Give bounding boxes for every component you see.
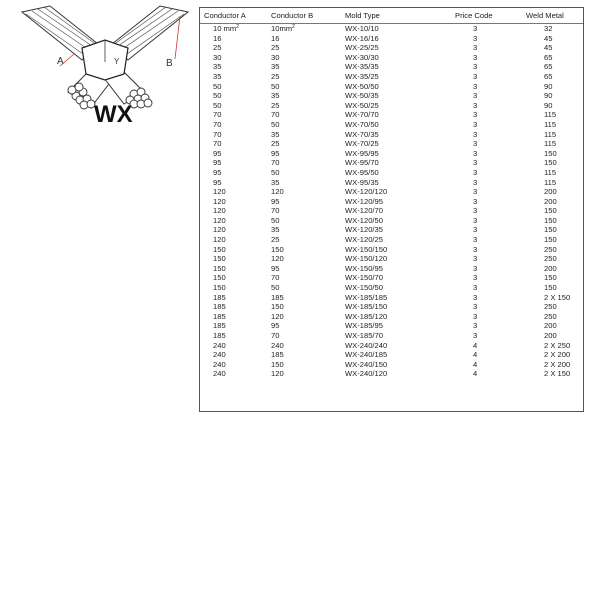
cell-mold-type: WX-120/95 [345,196,383,206]
cell-price-code: 3 [473,43,478,53]
cell-conductor-b: 185 [271,292,284,302]
cell-conductor-b: $10mm^2$ [271,24,295,33]
cell-weld-metal: 250 [544,302,557,312]
table-row [200,216,583,226]
cell-weld-metal: 250 [544,254,557,264]
cell-weld-metal: 150 [544,215,557,225]
header-mold-type: Mold Type [345,8,425,24]
label-y: Y [114,57,120,66]
cell-mold-type: WX-50/50 [345,81,379,91]
cell-mold-type: WX-185/95 [345,321,383,331]
cell-mold-type: WX-95/70 [345,158,379,168]
cell-weld-metal: 115 [544,129,557,139]
table-row [200,254,583,264]
cell-conductor-b: 35 [271,225,280,235]
cell-mold-type: WX-150/95 [345,263,383,273]
table-row [200,369,583,379]
cell-price-code: 3 [473,100,478,110]
cell-price-code: 3 [473,148,478,158]
cell-conductor-b: 120 [271,311,284,321]
cell-weld-metal: 150 [544,235,557,245]
cell-conductor-a: 95 [213,177,222,187]
cell-mold-type: WX-35/25 [345,71,379,81]
cell-conductor-a: 70 [213,129,222,139]
cell-mold-type: WX-120/35 [345,225,383,235]
cell-conductor-a: 25 [213,43,222,53]
cell-weld-metal: 65 [544,52,553,62]
label-a: A [57,56,64,67]
table-row [200,293,583,303]
cell-conductor-a: 120 [213,225,226,235]
cell-weld-metal: 150 [544,283,557,293]
cell-mold-type: WX-120/70 [345,206,383,216]
cell-conductor-b: 120 [271,369,284,379]
cell-mold-type: WX-120/50 [345,215,383,225]
cell-conductor-a: 185 [213,302,226,312]
table-row [200,302,583,312]
cell-price-code: 3 [473,62,478,72]
cell-price-code: 3 [473,235,478,245]
table-row [200,321,583,331]
cell-conductor-a: 120 [213,235,226,245]
table-header-row [200,8,583,24]
cell-mold-type: WX-70/70 [345,110,379,120]
cell-weld-metal: 45 [544,33,553,43]
cell-mold-type: WX-95/50 [345,167,379,177]
table-row [200,168,583,178]
cell-conductor-b: 95 [271,263,280,273]
cell-conductor-b: 70 [271,331,280,340]
cell-mold-type: WX-35/35 [345,62,379,72]
cell-mold-type: WX-70/50 [345,119,379,129]
wx-connection-diagram [20,4,190,129]
cell-conductor-a: 150 [213,254,226,264]
cell-mold-type: WX-16/16 [345,33,379,43]
cell-conductor-b: 50 [271,283,280,293]
cell-price-code: 3 [473,167,478,177]
cell-weld-metal: 2 X 150 [544,292,571,302]
label-b-leader [175,16,180,59]
cell-mold-type: WX-185/150 [345,302,388,312]
cell-price-code: 3 [473,215,478,225]
cell-weld-metal: 115 [544,139,557,149]
cell-mold-type: WX-120/120 [345,187,388,197]
cell-price-code: 3 [473,158,478,168]
product-code-wx: WX [94,101,133,128]
table-row [200,197,583,207]
cell-weld-metal: 2 X 200 [544,359,571,369]
cell-conductor-a: 185 [213,292,226,302]
cell-mold-type: WX-70/35 [345,129,379,139]
label-b: B [166,58,173,69]
cell-conductor-a: 95 [213,167,222,177]
cell-weld-metal: 65 [544,71,553,81]
cell-weld-metal: 90 [544,81,553,91]
table-row [200,264,583,274]
cell-conductor-b: 16 [271,33,280,43]
cell-conductor-b: 50 [271,215,280,225]
cell-price-code: 3 [473,273,478,283]
header-weld-metal: Weld Metal [502,8,583,24]
cell-price-code: 3 [473,71,478,81]
cell-conductor-b: 240 [271,340,284,350]
cell-conductor-b: 25 [271,71,280,81]
table-row [200,360,583,370]
cell-price-code: 4 [473,369,478,379]
cell-conductor-a: 150 [213,283,226,293]
cell-conductor-b: 30 [271,52,280,62]
cell-conductor-a: 185 [213,331,226,340]
cell-conductor-a: 95 [213,158,222,168]
cell-conductor-a: 150 [213,244,226,254]
table-row [200,101,583,111]
cell-conductor-a: 70 [213,139,222,149]
cell-weld-metal: 115 [544,167,557,177]
cell-conductor-b: 70 [271,110,280,120]
cell-weld-metal: 150 [544,273,557,283]
cell-price-code: 4 [473,340,478,350]
header-conductor-b: Conductor B [268,8,345,24]
cell-conductor-a: 120 [213,187,226,197]
table-row [200,178,583,188]
cell-mold-type: WX-120/25 [345,235,383,245]
cell-weld-metal: 200 [544,187,557,197]
cell-price-code: 3 [473,311,478,321]
table-row [200,130,583,140]
cell-conductor-b: 25 [271,43,280,53]
table-row [200,110,583,120]
cell-weld-metal: 115 [544,177,557,187]
cell-conductor-a: 185 [213,321,226,331]
cell-weld-metal: 2 X 150 [544,369,571,379]
weld-block [82,40,128,80]
cell-price-code: 3 [473,196,478,206]
table-row [200,235,583,245]
cell-price-code: 3 [473,177,478,187]
table-row [200,206,583,216]
cell-conductor-b: 70 [271,158,280,168]
cell-conductor-a: 240 [213,340,226,350]
table-row [200,91,583,101]
cell-mold-type: WX-150/50 [345,283,383,293]
table-row [200,120,583,130]
cell-weld-metal: 90 [544,100,553,110]
cell-price-code: 3 [473,292,478,302]
cell-conductor-a: 240 [213,359,226,369]
table-row [200,43,583,53]
cell-weld-metal: 150 [544,225,557,235]
cell-weld-metal: 200 [544,263,557,273]
table-row [200,139,583,149]
cell-conductor-b: 120 [271,187,284,197]
cell-conductor-b: 150 [271,244,284,254]
cell-conductor-b: 95 [271,321,280,331]
cell-conductor-b: 35 [271,62,280,72]
cell-weld-metal: 32 [544,24,553,33]
cell-conductor-a: 120 [213,215,226,225]
cell-mold-type: WX-185/120 [345,311,388,321]
header-conductor-a: Conductor A [200,8,268,24]
cell-mold-type: WX-30/30 [345,52,379,62]
cell-conductor-b: 25 [271,100,280,110]
cell-conductor-b: 35 [271,91,280,101]
cell-mold-type: WX-150/150 [345,244,388,254]
cell-price-code: 3 [473,33,478,43]
cell-conductor-a: 35 [213,62,222,72]
cell-weld-metal: 150 [544,206,557,216]
cell-weld-metal: 200 [544,196,557,206]
cell-price-code: 4 [473,350,478,360]
cell-conductor-a: 50 [213,81,222,91]
cell-conductor-b: 95 [271,196,280,206]
cell-conductor-b: 25 [271,235,280,245]
cell-mold-type: WX-25/25 [345,43,379,53]
cell-price-code: 3 [473,254,478,264]
table-row [200,82,583,92]
cell-weld-metal: 150 [544,148,557,158]
cell-mold-type: WX-150/120 [345,254,388,264]
cell-price-code: 3 [473,244,478,254]
cell-mold-type: WX-95/35 [345,177,379,187]
cell-conductor-b: 70 [271,206,280,216]
cable-cross-illustration [20,4,190,129]
cell-price-code: 3 [473,263,478,273]
cell-conductor-b: 35 [271,177,280,187]
cell-price-code: 3 [473,139,478,149]
cell-price-code: 3 [473,225,478,235]
cell-weld-metal: 45 [544,43,553,53]
cell-mold-type: WX-240/185 [345,350,388,360]
table-row [200,283,583,293]
table-row [200,53,583,63]
cell-conductor-a: 35 [213,71,222,81]
cell-conductor-a: 95 [213,148,222,158]
cell-conductor-b: 50 [271,119,280,129]
cell-weld-metal: 90 [544,91,553,101]
cell-mold-type: WX-240/240 [345,340,388,350]
cell-conductor-a: 70 [213,119,222,129]
table-row [200,24,583,34]
table-row [200,341,583,351]
table-row [200,34,583,44]
cell-mold-type: WX-50/35 [345,91,379,101]
cell-conductor-a: 120 [213,206,226,216]
table-row [200,72,583,82]
cell-conductor-a: 240 [213,369,226,379]
cell-price-code: 3 [473,52,478,62]
table-row [200,350,583,360]
table-row [200,149,583,159]
cell-price-code: 3 [473,302,478,312]
cell-conductor-b: 120 [271,254,284,264]
cell-mold-type: WX-70/25 [345,139,379,149]
cell-conductor-a: 30 [213,52,222,62]
cell-weld-metal: 2 X 200 [544,350,571,360]
cell-conductor-b: 150 [271,359,284,369]
cell-price-code: 4 [473,359,478,369]
table-row [200,158,583,168]
cell-conductor-a: 120 [213,196,226,206]
cell-weld-metal: 150 [544,158,557,168]
cell-weld-metal: 250 [544,244,557,254]
table-row [200,62,583,72]
table-row [200,312,583,322]
cell-conductor-a: 70 [213,110,222,120]
table-row [200,331,583,341]
cell-weld-metal: 250 [544,311,557,321]
cell-conductor-a: 150 [213,273,226,283]
cell-price-code: 3 [473,331,478,340]
cell-mold-type: WX-50/25 [345,100,379,110]
cell-conductor-b: 50 [271,167,280,177]
cell-conductor-a: 50 [213,100,222,110]
cell-price-code: 3 [473,129,478,139]
cell-price-code: 3 [473,187,478,197]
cell-mold-type: WX-185/70 [345,331,383,340]
cell-price-code: 3 [473,119,478,129]
cell-conductor-b: 70 [271,273,280,283]
cell-mold-type: WX-95/95 [345,148,379,158]
header-price-code: Price Code [425,8,502,24]
cell-price-code: 3 [473,283,478,293]
cell-conductor-b: 150 [271,302,284,312]
cell-mold-type: WX-10/10 [345,24,379,33]
cell-conductor-a: 150 [213,263,226,273]
cell-conductor-a: 10 $mm^2$ [213,24,239,33]
cell-weld-metal: 200 [544,321,557,331]
cell-conductor-b: 25 [271,139,280,149]
cell-mold-type: WX-240/120 [345,369,388,379]
cell-price-code: 3 [473,81,478,91]
cell-conductor-b: 35 [271,129,280,139]
table-row [200,187,583,197]
cell-conductor-a: 185 [213,311,226,321]
cell-price-code: 3 [473,24,478,33]
cell-weld-metal: 2 X 250 [544,340,571,350]
cell-price-code: 3 [473,206,478,216]
cell-price-code: 3 [473,321,478,331]
cell-mold-type: WX-185/185 [345,292,388,302]
cell-weld-metal: 200 [544,331,557,340]
table-row [200,245,583,255]
table-row [200,273,583,283]
table-row [200,225,583,235]
cell-conductor-b: 50 [271,81,280,91]
mold-selection-table [199,7,584,412]
cell-price-code: 3 [473,91,478,101]
cell-conductor-a: 50 [213,91,222,101]
cell-price-code: 3 [473,110,478,120]
cell-mold-type: WX-240/150 [345,359,388,369]
cell-conductor-b: 185 [271,350,284,360]
cell-conductor-a: 16 [213,33,222,43]
cell-conductor-a: 240 [213,350,226,360]
cell-mold-type: WX-150/70 [345,273,383,283]
cell-weld-metal: 115 [544,119,557,129]
cell-conductor-b: 95 [271,148,280,158]
cell-weld-metal: 115 [544,110,557,120]
cell-weld-metal: 65 [544,62,553,72]
